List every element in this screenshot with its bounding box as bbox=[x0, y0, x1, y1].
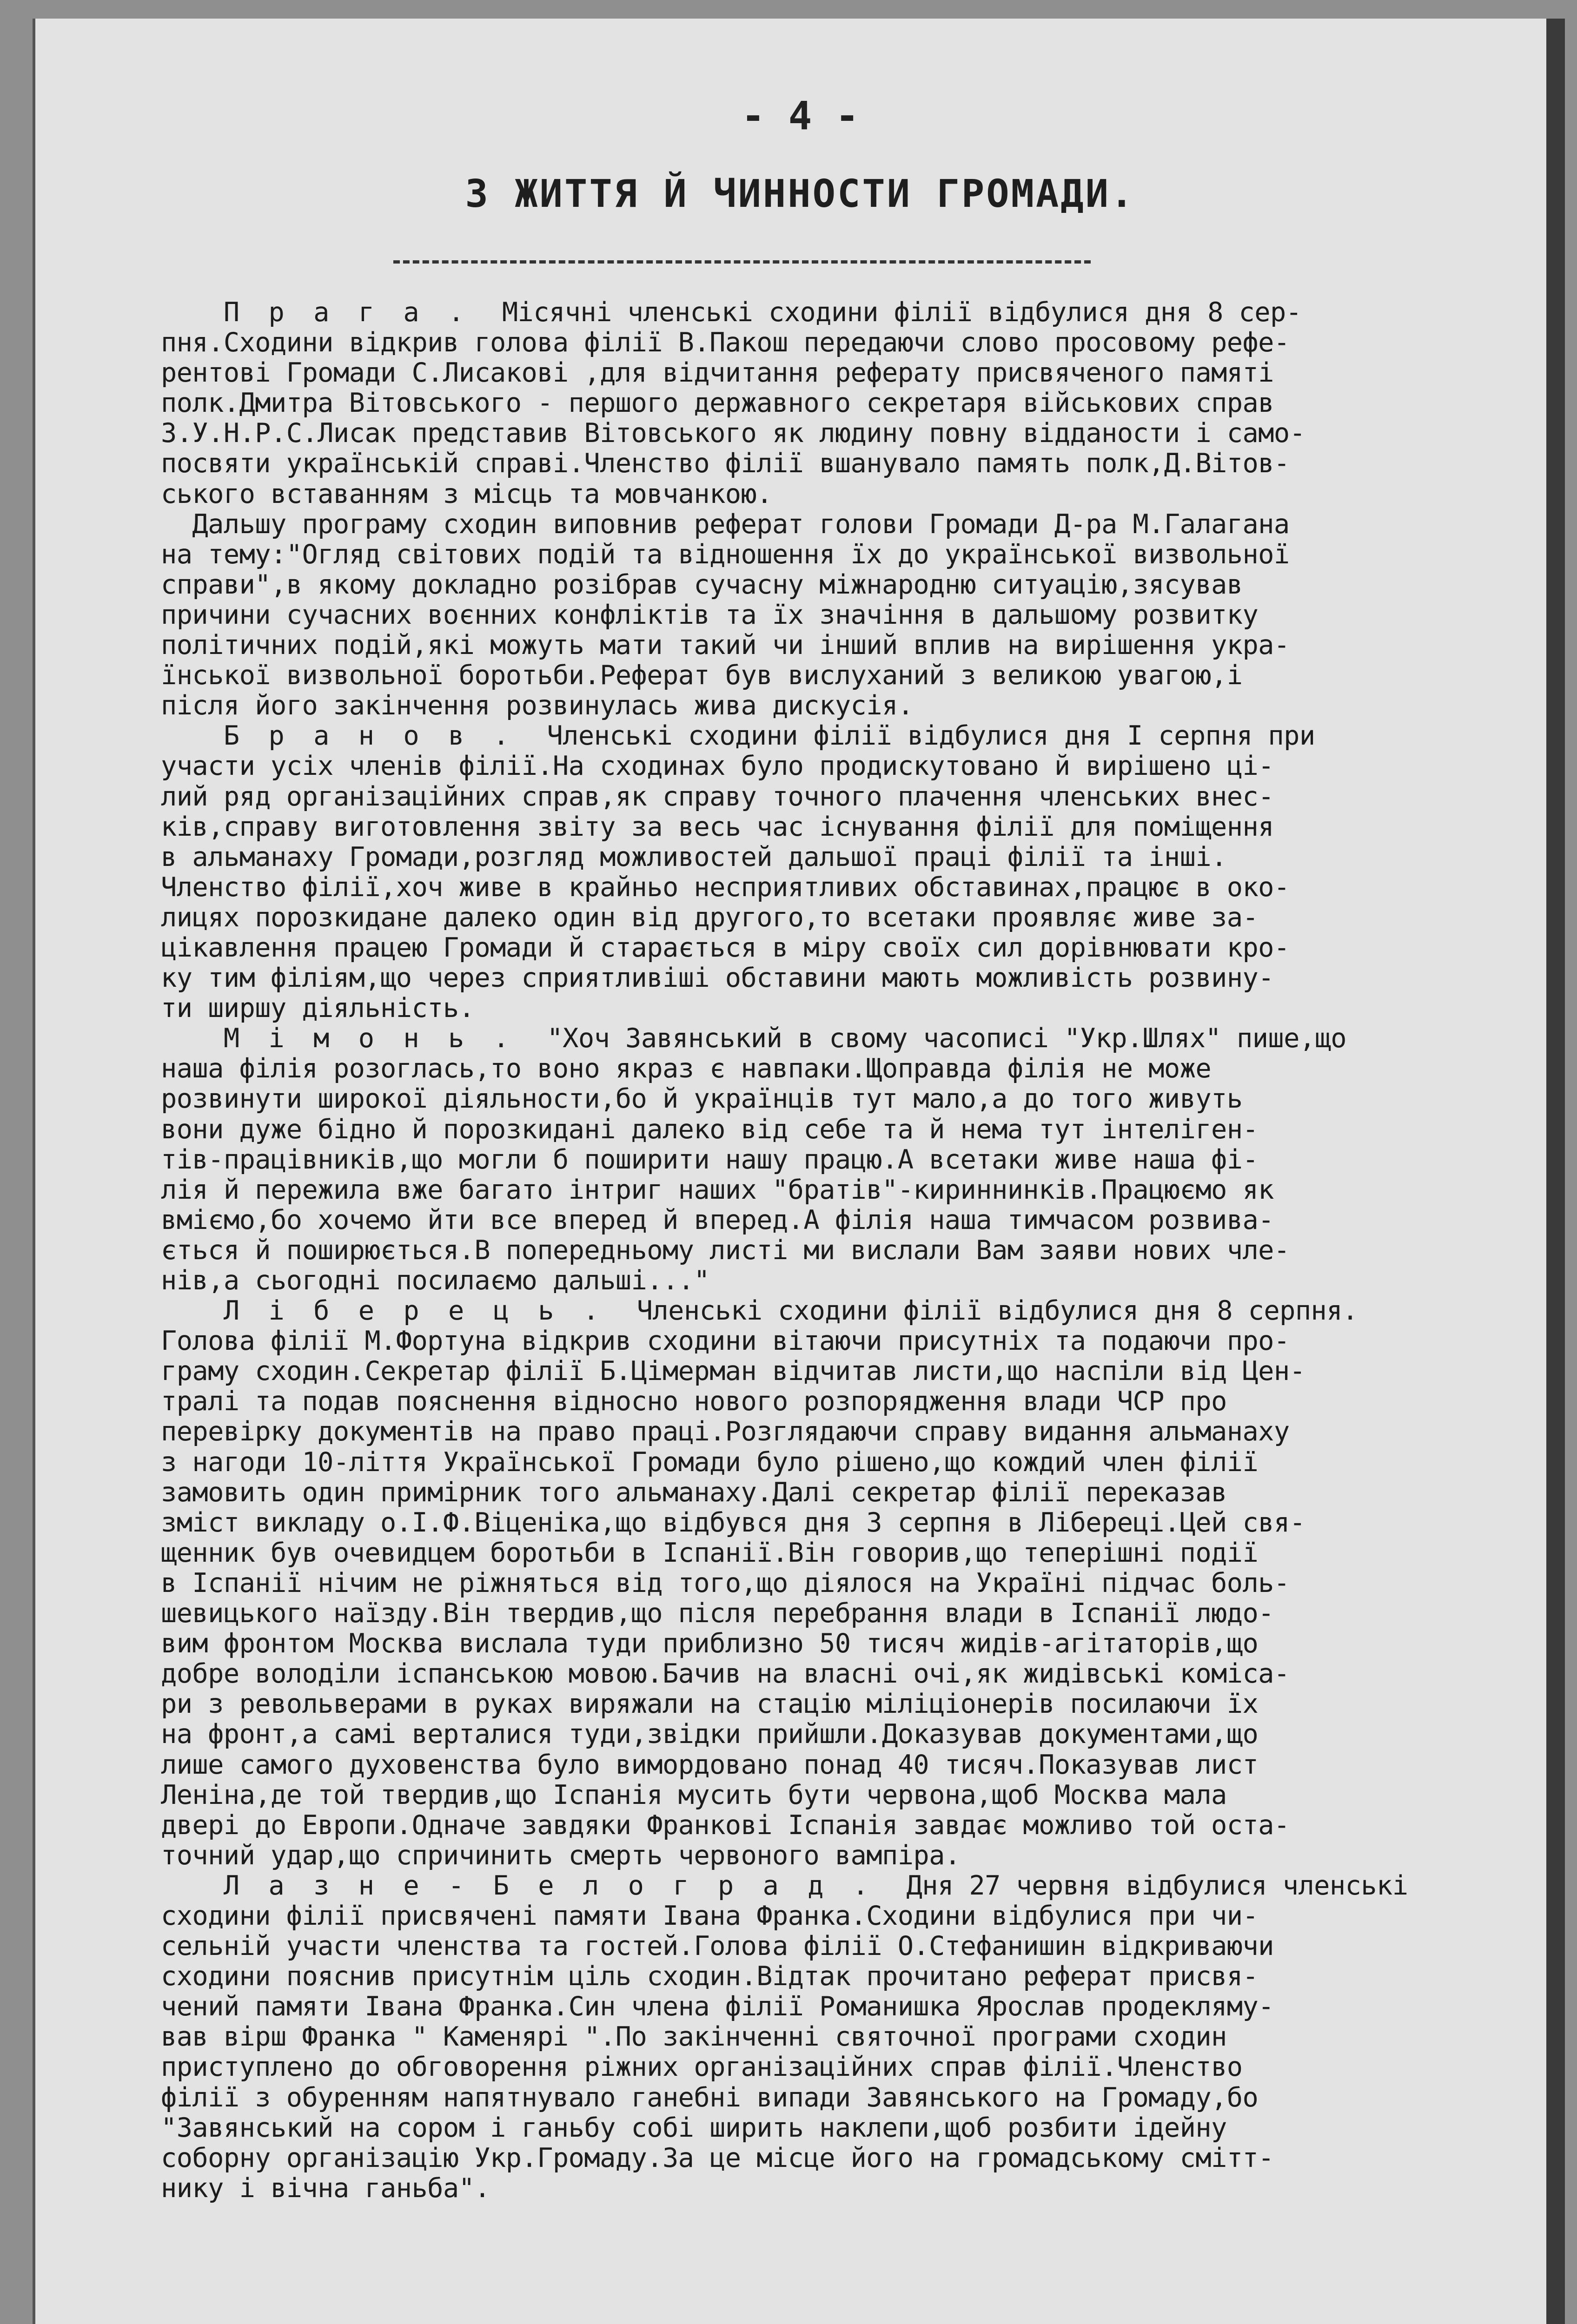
paragraph-first-line bbox=[161, 297, 1509, 328]
text-line: сельній участи членства та гостей.Голова філії О.Стефанишин відкриваючи bbox=[161, 1931, 1274, 1962]
line-text: Членські сходини філії відбулися дня І серпня при bbox=[547, 721, 1315, 752]
text-line: ків,справу виготовлення звіту за весь час існування філії для поміщення bbox=[161, 812, 1274, 842]
text-line: щенник був очевидцем боротьби в Іспанії.Він говорив,що теперішні події bbox=[161, 1538, 1259, 1568]
text-line: полк.Дмитра Вітовського - першого державного секретаря військових справ bbox=[161, 388, 1274, 419]
text-line: перевірку документів на право праці.Розглядаючи справу видання альманаху bbox=[161, 1417, 1290, 1447]
branch-place-name: Л і б е р е ц ь . bbox=[223, 1296, 606, 1327]
text-line: лише самого духовенства було вимордовано понад 40 тисяч.Показував лист bbox=[161, 1750, 1259, 1780]
text-line: пня.Сходини відкрив голова філії В.Пакош передаючи слово просовому рефе- bbox=[161, 328, 1290, 358]
branch-place-name: П р а г а . bbox=[223, 297, 471, 328]
branch-place-name: Б р а н о в . bbox=[223, 721, 516, 752]
text-line: рентові Громади С.Лисакові ,для відчитання реферату присвяченого памяті bbox=[161, 358, 1274, 389]
text-line: вав вірш Франка " Каменярі ".По закінченні святочної програми сходин bbox=[161, 2022, 1227, 2053]
text-line: посвяти українській справі.Членство філії вшанувало память полк,Д.Вітов- bbox=[161, 449, 1290, 479]
text-line: приступлено до обговорення ріжних організаційних справ філії.Членство bbox=[161, 2052, 1243, 2083]
line-text: "Хоч Завянський в свому часописі "Укр.Шлях" пише,що bbox=[547, 1023, 1346, 1054]
branch-place-name: Л а з н е - Б е л о г р а д . bbox=[223, 1870, 875, 1901]
text-line: їнської визвольної боротьби.Реферат був вислуханий з великою увагою,і bbox=[161, 660, 1243, 691]
text-line: ється й поширюється.В попередньому листі ми вислали Вам заяви нових чле- bbox=[161, 1235, 1290, 1266]
paragraph-first-line bbox=[161, 1023, 1509, 1054]
text-line: в Іспанії нічим не ріжняться від того,що діялося на Україні підчас боль- bbox=[161, 1568, 1290, 1598]
line-text: Дня 27 червня відбулися членські bbox=[906, 1870, 1408, 1901]
text-line: справи",в якому докладно розібрав сучасну міжнародню ситуацію,зясував bbox=[161, 569, 1243, 600]
text-line: ського вставанням з місць та мовчанкою. bbox=[161, 479, 772, 509]
text-line: тів-працівників,що могли б поширити нашу працю.А всетаки живе наша фі- bbox=[161, 1144, 1259, 1175]
text-line: Голова філії М.Фортуна відкрив сходини вітаючи присутніх та подаючи про- bbox=[161, 1326, 1290, 1357]
text-line: Леніна,де той твердив,що Іспанія мусить бути червона,щоб Москва мала bbox=[161, 1780, 1227, 1810]
text-line: вим фронтом Москва вислала туди приблизно 50 тисяч жидів-агітаторів,що bbox=[161, 1629, 1259, 1659]
text-line: нів,а сьогодні посилаємо дальші..." bbox=[161, 1266, 710, 1296]
text-line: тралі та подав пояснення відносно нового розпорядження влади ЧСР про bbox=[161, 1386, 1227, 1417]
text-line: з нагоди 10-ліття Української Громади було рішено,що кождий член філії bbox=[161, 1447, 1259, 1478]
text-line: точний удар,що спричинить смерть червоного вампіра. bbox=[161, 1840, 961, 1871]
line-text: Місячні членські сходини філії відбулися дня 8 сер- bbox=[502, 297, 1302, 328]
text-line: на фронт,а самі верталися туди,звідки прийшли.Доказував документами,що bbox=[161, 1719, 1259, 1750]
text-line: лий ряд організаційних справ,як справу точного плачення членських внес- bbox=[161, 781, 1274, 812]
text-line: причини сучасних воєнних конфліктів та їх значіння в дальшому розвитку bbox=[161, 600, 1259, 630]
text-line: вони дуже бідно й порозкидані далеко від себе та й нема тут інтеліген- bbox=[161, 1114, 1259, 1145]
text-line: філії з обуренням напятнувало ганебні випади Завянського на Громаду,бо bbox=[161, 2082, 1259, 2113]
text-line: двері до Европи.Одначе завдяки Франкові Іспанія завдає можливо той оста- bbox=[161, 1810, 1290, 1841]
text-line: ку тим філіям,що через сприятливіші обставини мають можливість розвину- bbox=[161, 963, 1274, 994]
text-line: розвинути широкої діяльности,бо й українців тут мало,а до того живуть bbox=[161, 1084, 1243, 1115]
page-number: - 4 - bbox=[741, 93, 859, 139]
text-line: граму сходин.Секретар філії Б.Цімерман відчитав листи,що наспіли від Цен- bbox=[161, 1356, 1305, 1387]
line-text: Членські сходини філії відбулися дня 8 серпня. bbox=[636, 1296, 1358, 1327]
text-line: нику і вічна ганьба". bbox=[161, 2173, 490, 2204]
text-line: в альманаху Громади,розгляд можливостей дальшої праці філії та інші. bbox=[161, 842, 1227, 872]
text-line: лія й пережила вже багато інтриг наших "братів"-кириннинків.Працюємо як bbox=[161, 1175, 1274, 1205]
text-line: зміст викладу о.І.Ф.Віценіка,що відбувся дня 3 серпня в Лібереці.Цей свя- bbox=[161, 1507, 1305, 1538]
text-line: "Завянський на сором і ганьбу собі ширить наклепи,щоб розбити ідейну bbox=[161, 2113, 1227, 2143]
text-line: чений памяти Івана Франка.Син члена філії Романишка Ярослав продекляму- bbox=[161, 1992, 1274, 2022]
text-line: шевицького наїзду.Він твердив,що після перебрання влади в Іспанії людо- bbox=[161, 1598, 1274, 1629]
text-line: участи усіх членів філії.На сходинах було продискутовано й вирішено ці- bbox=[161, 751, 1274, 782]
text-line: З.У.Н.Р.С.Лисак представив Вітовського як людину повну відданости і само- bbox=[161, 418, 1305, 449]
paragraph-first-line bbox=[161, 1871, 1509, 1901]
text-line: сходини пояснив присутнім ціль сходин.Відтак прочитано реферат присвя- bbox=[161, 1961, 1259, 1992]
text-line: вміємо,бо хочемо йти все вперед й вперед.А філія наша тимчасом розвива- bbox=[161, 1205, 1274, 1235]
typewritten-page bbox=[33, 19, 1565, 2324]
paragraph-first-line bbox=[161, 1296, 1509, 1326]
text-line: цікавлення працею Громади й старається в міру своїх сил дорівнювати кро- bbox=[161, 932, 1290, 963]
paragraph-first-line bbox=[161, 721, 1509, 751]
text-line: ри з револьверами в руках виряжали на стацію міліціонерів посилаючи їх bbox=[161, 1689, 1259, 1720]
report-body bbox=[161, 297, 1509, 2204]
text-line: замовить один примірник того альманаху.Далі секретар філії переказав bbox=[161, 1477, 1227, 1508]
text-line: добре володіли іспанською мовою.Бачив на власні очі,як жидівські коміса- bbox=[161, 1659, 1290, 1690]
page-heading: З ЖИТТЯ Й ЧИННОСТИ ГРОМАДИ. bbox=[465, 172, 1135, 216]
text-line: наша філія розоглась,то воно якраз є навпаки.Щоправда філія не може bbox=[161, 1054, 1212, 1084]
text-line: соборну організацію Укр.Громаду.За це місце його на громадському смітт- bbox=[161, 2143, 1274, 2173]
text-line: ти ширшу діяльність. bbox=[161, 993, 475, 1024]
text-line: Членство філії,хоч живе в крайньо несприятливих обставинах,працює в око- bbox=[161, 872, 1290, 903]
heading-underline bbox=[393, 260, 1091, 264]
text-line: політичних подій,які можуть мати такий чи інший вплив на вирішення укра- bbox=[161, 630, 1290, 661]
page-edge-shadow bbox=[1546, 19, 1565, 2324]
branch-place-name: М і м о н ь . bbox=[223, 1023, 516, 1054]
text-line: лицях порозкидане далеко один від другого,то всетаки проявляє живе за- bbox=[161, 902, 1259, 933]
text-line: сходини філії присвячені памяти Івана Франка.Сходини відбулися при чи- bbox=[161, 1901, 1259, 1931]
text-line: Дальшу програму сходин виповнив реферат голови Громади Д-ра М.Галагана bbox=[161, 509, 1290, 540]
text-line: після його закінчення розвинулась жива дискусія. bbox=[161, 691, 914, 721]
text-line: на тему:"Огляд світових подій та відношення їх до української визвольної bbox=[161, 539, 1290, 570]
